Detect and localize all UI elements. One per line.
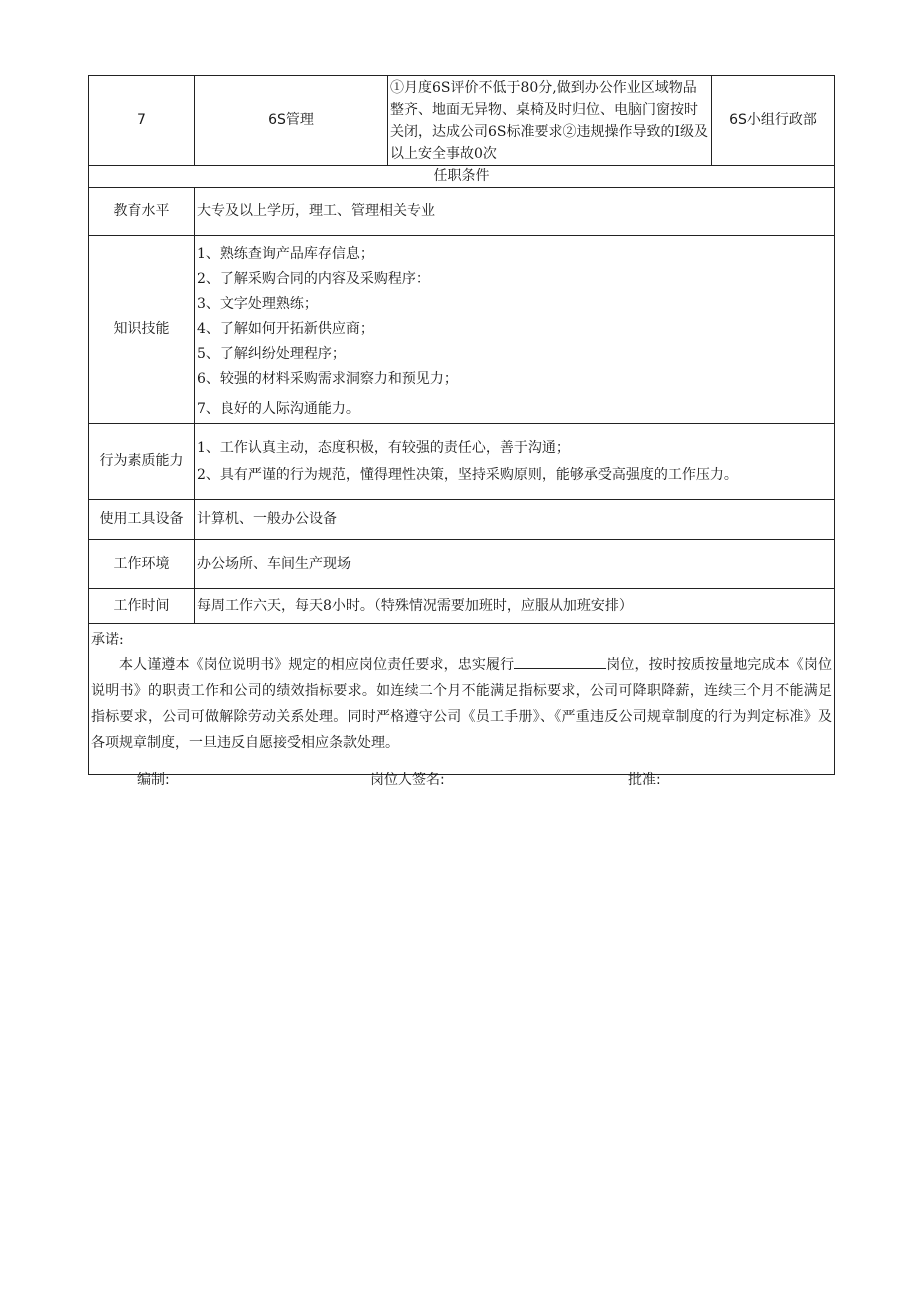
promise-row bbox=[89, 624, 835, 775]
environment-row bbox=[89, 540, 835, 589]
tools-row bbox=[89, 500, 835, 540]
knowledge-item: 6、较强的材料采购需求洞察力和预见力； bbox=[197, 370, 458, 387]
knowledge-item: 2、了解采购合同的内容及采购程序： bbox=[197, 270, 430, 287]
prepared-by-label: 编制: bbox=[137, 772, 170, 788]
hours-value: 每周工作六天，每天8小时。（特殊情况需要加班时，应服从加班安排） bbox=[195, 589, 835, 624]
behavior-row bbox=[89, 424, 835, 500]
education-value: 大专及以上学历，理工、管理相关专业 bbox=[195, 188, 835, 236]
environment-label: 工作环境 bbox=[89, 540, 195, 589]
knowledge-list bbox=[195, 236, 835, 424]
knowledge-item: 1、熟练查询产品库存信息； bbox=[197, 245, 374, 262]
hours-row bbox=[89, 589, 835, 624]
knowledge-label: 知识技能 bbox=[89, 236, 195, 424]
behavior-item: 2、具有严谨的行为规范，懂得理性决策，坚持采购原则，能够承受高强度的工作压力。 bbox=[197, 466, 738, 483]
task-number: 7 bbox=[89, 76, 195, 166]
task-name: 6S管理 bbox=[195, 76, 388, 166]
section-row bbox=[89, 166, 835, 188]
employee-signature-label: 岗位人签名: bbox=[370, 772, 445, 788]
behavior-list bbox=[195, 424, 835, 500]
job-description-document bbox=[88, 75, 834, 775]
environment-value: 办公场所、车间生产现场 bbox=[195, 540, 835, 589]
position-blank-line bbox=[514, 656, 606, 669]
education-row bbox=[89, 188, 835, 236]
job-requirements-table bbox=[88, 75, 835, 775]
section-title: 任职条件 bbox=[89, 166, 835, 188]
approved-by-label: 批准: bbox=[628, 772, 661, 788]
behavior-item: 1、工作认真主动，态度积极，有较强的责任心，善于沟通； bbox=[197, 439, 570, 456]
task-standard: ①月度6S评价不低于80分,做到办公作业区域物品整齐、地面无异物、桌椅及时归位、电脑门窗按时关闭，达成公司6S标准要求②违规操作导致的Ⅰ级及以上安全事故0次 bbox=[388, 76, 712, 166]
knowledge-item: 7、良好的人际沟通能力。 bbox=[197, 400, 360, 417]
task-department: 6S小组行政部 bbox=[712, 76, 835, 166]
knowledge-item: 5、了解纠纷处理程序； bbox=[197, 345, 346, 362]
education-label: 教育水平 bbox=[89, 188, 195, 236]
promise-block bbox=[89, 624, 835, 775]
promise-text-before: 本人谨遵本《岗位说明书》规定的相应岗位责任要求，忠实履行 bbox=[119, 657, 515, 673]
knowledge-row bbox=[89, 236, 835, 424]
tools-value: 计算机、一般办公设备 bbox=[195, 500, 835, 540]
promise-heading: 承诺: bbox=[91, 632, 124, 648]
task-row bbox=[89, 76, 835, 166]
behavior-label: 行为素质能力 bbox=[89, 424, 195, 500]
promise-text bbox=[91, 652, 832, 756]
hours-label: 工作时间 bbox=[89, 589, 195, 624]
knowledge-item: 3、文字处理熟练； bbox=[197, 295, 318, 312]
promise-text-after: 岗位，按时按质按量地完成本《岗位说明书》的职责工作和公司的绩效指标要求。如连续二个月不能满足指标要求，公司可降职降薪，连续三个月不能满足指标要求，公司可做解除劳动关系处理。同时严格遵守公司《员工手册》、《严重违反公司规章制度的行为判定标准》及各项规章制度，一旦违反自愿接受相应条款处理。 bbox=[91, 657, 833, 751]
knowledge-item: 4、了解如何开拓新供应商； bbox=[197, 320, 374, 337]
tools-label: 使用工具设备 bbox=[89, 500, 195, 540]
